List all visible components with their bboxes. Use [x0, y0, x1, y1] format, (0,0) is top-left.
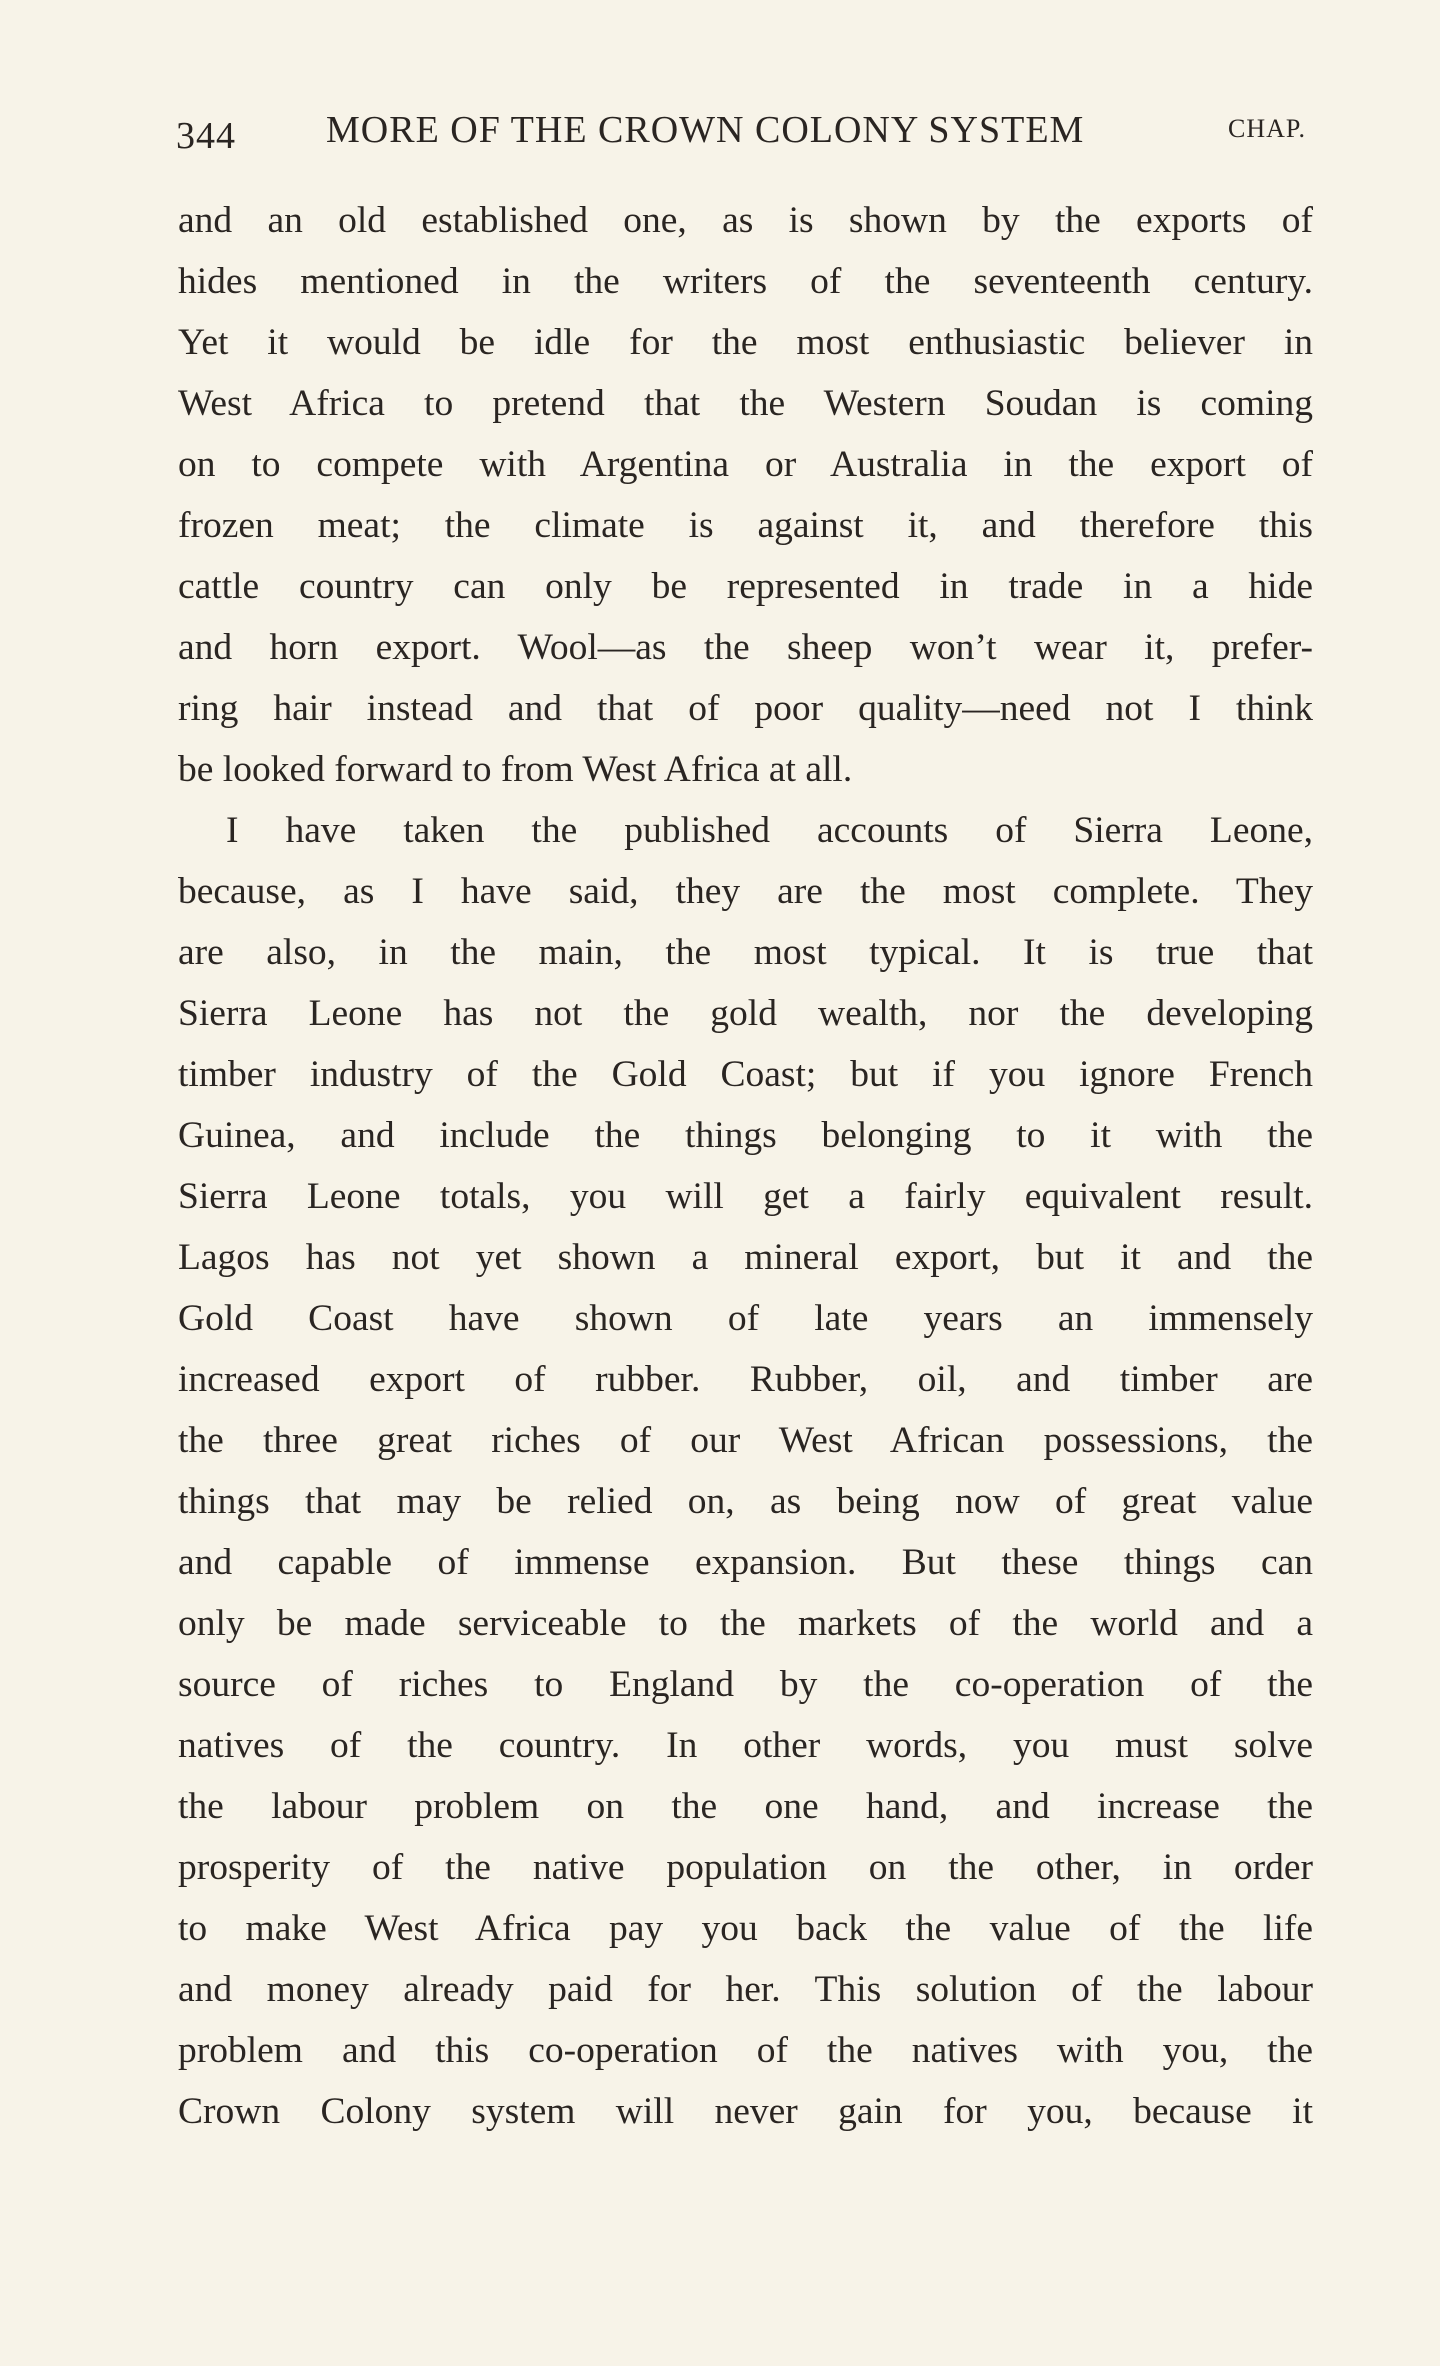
text-line: Crown Colony system will never gain for you, because it — [178, 2091, 1313, 2132]
text-line: and money already paid for her. This solution of the labour — [178, 1969, 1313, 2010]
text-line: the labour problem on the one hand, and increase the — [178, 1786, 1313, 1827]
text-line: ring hair instead and that of poor quality—need not I think — [178, 688, 1313, 729]
text-line: Lagos has not yet shown a mineral export, but it and the — [178, 1237, 1313, 1278]
text-line: the three great riches of our West African possessions, the — [178, 1420, 1313, 1461]
chapter-label: CHAP. — [1228, 114, 1306, 143]
running-head — [176, 108, 1306, 158]
text-line: natives of the country. In other words, you must solve — [178, 1725, 1313, 1766]
page-number: 344 — [176, 115, 236, 157]
text-line: frozen meat; the climate is against it, and therefore this — [178, 505, 1313, 546]
text-line: prosperity of the native population on the other, in order — [178, 1847, 1313, 1888]
text-line: to make West Africa pay you back the value of the life — [178, 1908, 1313, 1949]
text-line: West Africa to pretend that the Western Soudan is coming — [178, 383, 1313, 424]
text-line: Sierra Leone totals, you will get a fairly equivalent result. — [178, 1176, 1313, 1217]
body-text — [178, 190, 1313, 2142]
text-line: Sierra Leone has not the gold wealth, nor the developing — [178, 993, 1313, 1034]
text-line: Guinea, and include the things belonging to it with the — [178, 1115, 1313, 1156]
text-line: and an old established one, as is shown by the exports of — [178, 200, 1313, 241]
paragraph-end-line: be looked forward to from West Africa at all. — [178, 749, 853, 790]
text-line: source of riches to England by the co-operation of the — [178, 1664, 1313, 1705]
text-line: Yet it would be idle for the most enthusiastic believer in — [178, 322, 1313, 363]
text-line: things that may be relied on, as being now of great value — [178, 1481, 1313, 1522]
text-line: increased export of rubber. Rubber, oil, and timber are — [178, 1359, 1313, 1400]
text-line: timber industry of the Gold Coast; but if you ignore French — [178, 1054, 1313, 1095]
text-line: and horn export. Wool—as the sheep won’t wear it, prefer- — [178, 627, 1313, 668]
text-line: Gold Coast have shown of late years an immensely — [178, 1298, 1313, 1339]
text-line: only be made serviceable to the markets of the world and a — [178, 1603, 1313, 1644]
text-line: hides mentioned in the writers of the seventeenth century. — [178, 261, 1313, 302]
text-line: are also, in the main, the most typical. It is true that — [178, 932, 1313, 973]
text-line: cattle country can only be represented in trade in a hide — [178, 566, 1313, 607]
text-line: on to compete with Argentina or Australia in the export of — [178, 444, 1313, 485]
paragraph-start-line: I have taken the published accounts of Sierra Leone, — [226, 810, 1313, 851]
text-line: problem and this co-operation of the natives with you, the — [178, 2030, 1313, 2071]
running-title: MORE OF THE CROWN COLONY SYSTEM — [326, 109, 1085, 151]
text-line: and capable of immense expansion. But these things can — [178, 1542, 1313, 1583]
text-line: because, as I have said, they are the most complete. They — [178, 871, 1313, 912]
